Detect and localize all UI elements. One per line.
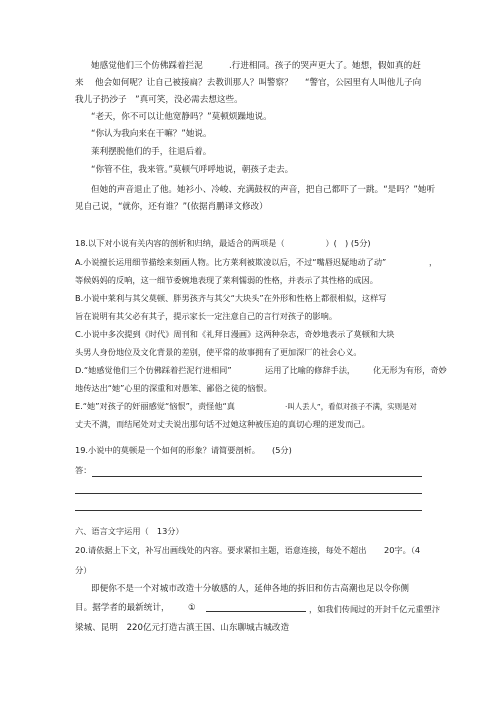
q18-option-b-line2: 旨在说明有其父必有其子，提示家长一定注意自己的言行对孩子的影响。 [75,311,338,321]
q20-stem: 20.请依据上下文，补写出画线处的内容。要求紧扣主题，语意连接，每处不超出 [75,545,367,555]
q18-option-c-line1: C.小说中多次提到《时代》周刊和《礼拜日漫画》这两种杂志，奇妙地表示了莫顿和大块 [75,329,395,339]
story-line-2-b: 他会如何呢？让自己被接扁？去教训那人？叫警察？ [95,78,293,88]
q18-option-d-line2: 地传达出“她”心里的深重和对愚笨、鄙俗之徒的恼恨。 [75,383,272,393]
story-line-5: “你认为我向来在干嘛？”她说。 [91,129,212,139]
story-line-1-cont: .行进相同。孩子的哭声更大了。她想，假如真的赶 [229,61,421,71]
q19-answer-line-2[interactable] [75,493,422,494]
q20-blank-1[interactable] [206,611,306,612]
q18-option-d-line1-b: 运用了比喻的修辞手法， [265,365,356,375]
q18-option-b-line1: B.小说中莱利与其父莫顿、胖男孩齐与其父“大块头”在外形和性格上都很相似，这样写 [75,293,387,303]
story-line-9: 见自己说，“就你，还有谁？”(依据肖鹏译文修改） [75,202,268,212]
q20-text-line-3: 梁城、昆明 220亿元打造古滇王国、山东聊城古城改造 [75,623,290,633]
q19-answer-line-3[interactable] [75,510,422,511]
story-line-8: 但她的声音退止了他。她衫小、冷峻、充满鼓权的声音，把自己都吓了一跳。“是吗？”她听 [91,185,436,195]
q18-option-a-comma: ， [429,257,438,267]
q19-stem: 19.小说中的莫顿是一个如何的形象？请简要剖析。 [75,445,260,455]
q20-blank-marker: ① [188,603,196,613]
story-line-6: 莱利摆脱他们的手，往退后着。 [91,147,212,157]
q18-option-d-line1-a: D.“她感觉他们三个仿佛踩着拦泥行进相同” [75,365,232,375]
q18-option-e-line1-b: ·叫人丢人”，看似对孩子不满，实则是对 [285,402,417,411]
q18-option-c-line2: 头男人身份地位及文化背景的差别，使平常的故事拥有了更加深厂的社会心义。 [75,347,362,357]
story-line-7: “你管不住，我来管。”莫顿气呼呼地说，朝孩子走去。 [91,165,294,175]
q20-text-line-1: 即便你不是一个对城市改造十分敏感的人，延伸各地的拆旧和仿古高潮也足以令你侧 [91,584,409,594]
q18-option-e-line1-a: E.“她”对孩子的奸丽感觉“恼恨”，责怪他“真 [75,401,235,411]
q19-answer-line-1[interactable] [92,476,422,477]
q18-option-a-line2: 等候妈妈的反响，这一细节委婉地表现了莱利懦弱的性格，并表示了其性格的成因。 [75,275,378,285]
q18-stem: 18.以下对小说有关内容的剖析和归纳，最适合的两项是（ ）( ) (5分) [75,238,371,248]
story-line-3: 我儿子扔沙子 ”真可笑，没必需去想这些。 [75,95,243,105]
story-line-2-a: 来 [75,78,84,88]
story-line-2-c: “警官，公园里有人叫他儿子向 [305,78,422,88]
q18-option-a-line1: A.小说擅长运用细节描绘来刻画人物。比方莱利被欺凌以后，不过“嘴唇迟疑地动了动” [75,257,387,267]
q20-text-line-2-a: 目。据学者的最新统计， [75,603,170,613]
q20-points: 分） [75,565,92,575]
q18-option-d-line1-c: 化无形为有形，奇妙 [373,365,447,375]
q19-points: (5分) [272,445,292,455]
q20-stem-tail: 20字。（4 [384,545,421,555]
q20-text-line-2-c: ，如我们传闻过的开封千亿元重塑汴 [309,604,441,614]
section-6-title: 六、语言文字运用（ 13分） [75,526,184,536]
q18-option-e-line2: 丈夫不满，而结尾处对丈夫说出那句话不过她这种被压迫的真切心理的逆发而己。 [75,419,370,429]
story-line-1: 她感觉他们三个仿佛踩着拦泥 [91,61,203,71]
q19-answer-label: 答： [75,465,92,475]
story-line-4: “老天，你不可以让他宽静吗？”莫顿烦躁地说。 [91,112,272,122]
